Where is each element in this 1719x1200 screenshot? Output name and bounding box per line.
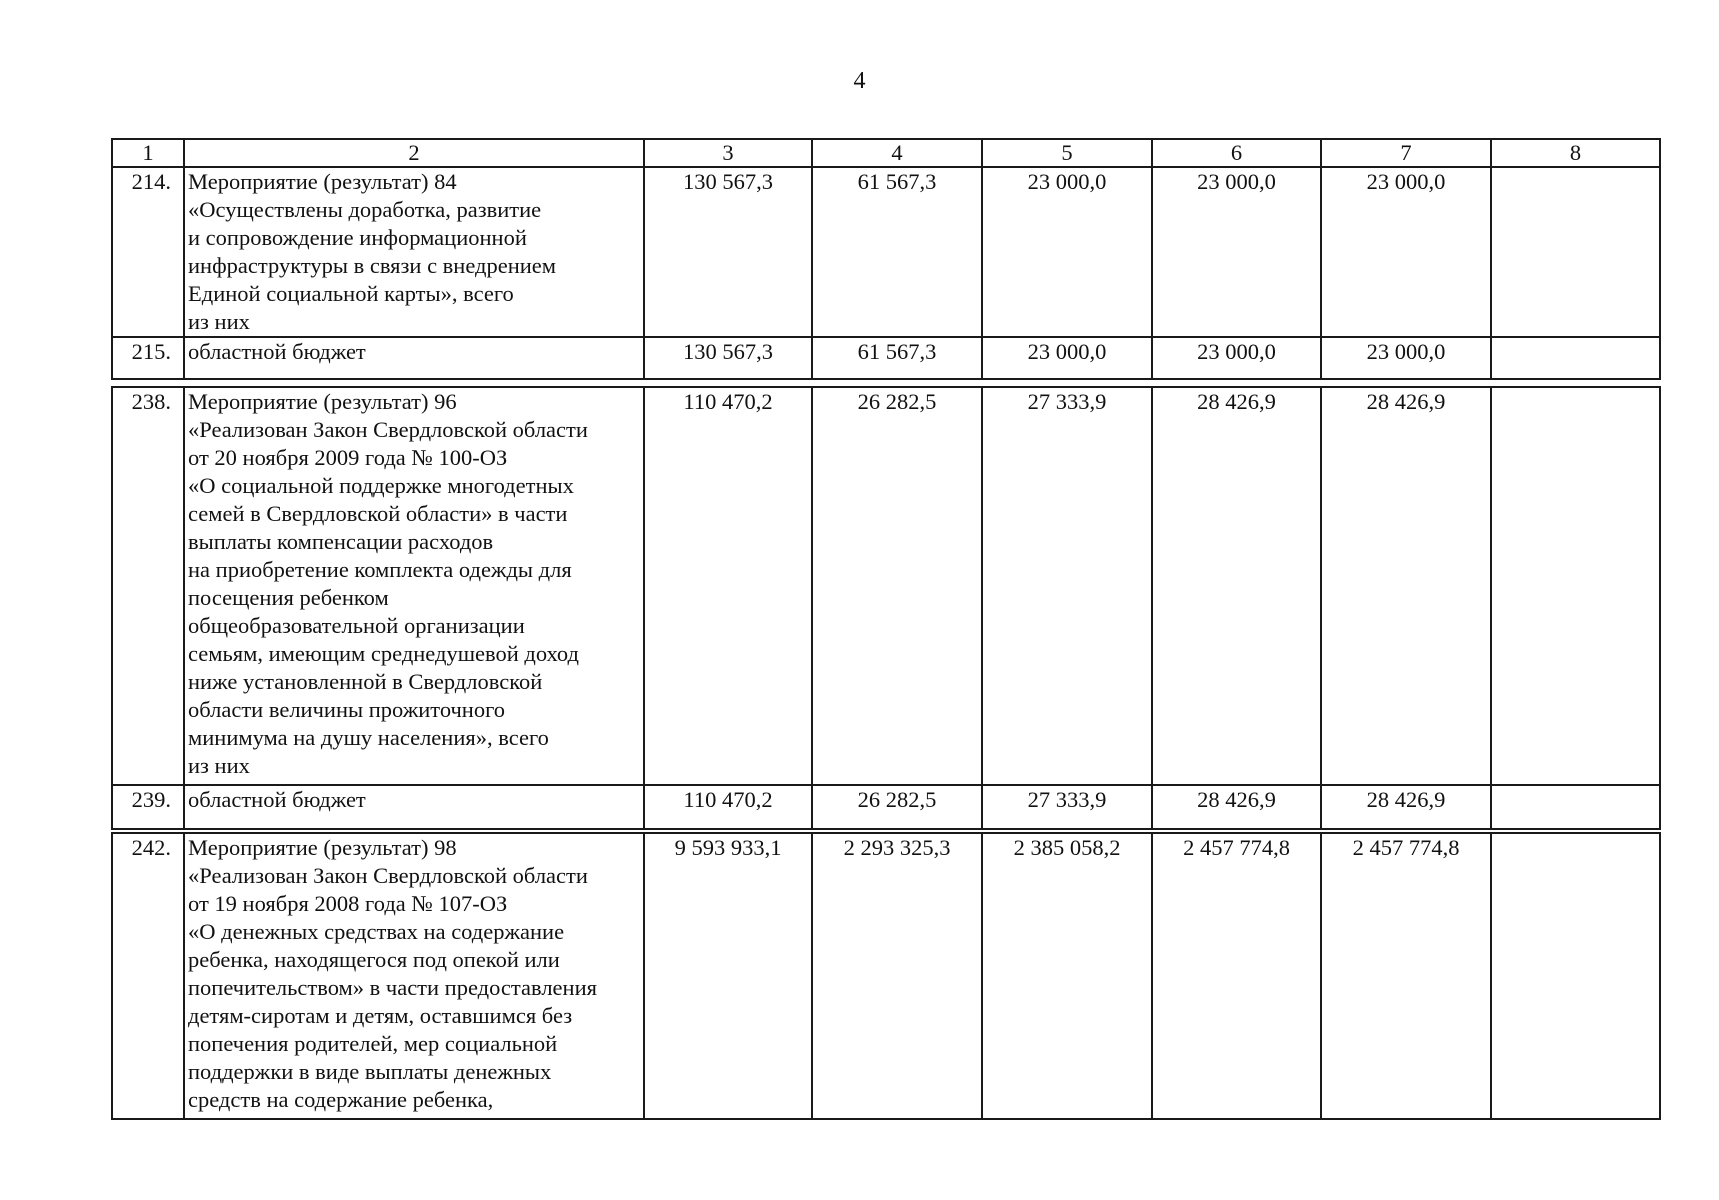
value-cell: 28 426,9	[1152, 785, 1321, 829]
header-cell: 8	[1491, 139, 1660, 167]
budget-table-block-2	[111, 386, 1661, 830]
value-cell: 23 000,0	[982, 167, 1152, 337]
value-cell: 27 333,9	[982, 387, 1152, 785]
table-row	[112, 785, 1660, 829]
value-cell: 28 426,9	[1321, 387, 1491, 785]
value-cell: 110 470,2	[644, 387, 812, 785]
budget-table-block-1	[111, 138, 1661, 380]
header-cell: 7	[1321, 139, 1491, 167]
value-cell	[1491, 167, 1660, 337]
value-cell: 23 000,0	[1152, 167, 1321, 337]
page-number: 4	[853, 68, 866, 94]
row-name: Мероприятие (результат) 96 «Реализован Закон Свердловской области от 20 ноября 2009 года № 100-ОЗ «О социальной поддержке многодетных семей в Свердловской области» в части выплаты компенсации расходов на приобретение комплекта одежды для посещения ребенком общеобразовательной организации семьям, имеющим среднедушевой доход ниже установленной в Свердловской области величины прожиточного минимума на душу населения», всего из них	[184, 387, 644, 785]
value-cell: 23 000,0	[982, 337, 1152, 379]
header-cell: 6	[1152, 139, 1321, 167]
value-cell: 28 426,9	[1321, 785, 1491, 829]
value-cell: 61 567,3	[812, 167, 982, 337]
value-cell: 2 457 774,8	[1152, 833, 1321, 1119]
row-name: областной бюджет	[184, 785, 644, 829]
row-number: 239.	[112, 785, 184, 829]
value-cell: 28 426,9	[1152, 387, 1321, 785]
row-name: Мероприятие (результат) 98 «Реализован Закон Свердловской области от 19 ноября 2008 года № 107-ОЗ «О денежных средствах на содержание ребенка, находящегося под опекой или попечительством» в части предоставления детям-сиротам и детям, оставшимся без попечения родителей, мер социальной поддержки в виде выплаты денежных средств на содержание ребенка,	[184, 833, 644, 1119]
row-number: 242.	[112, 833, 184, 1119]
value-cell: 2 293 325,3	[812, 833, 982, 1119]
value-cell: 110 470,2	[644, 785, 812, 829]
row-name: областной бюджет	[184, 337, 644, 379]
header-cell: 3	[644, 139, 812, 167]
value-cell: 26 282,5	[812, 387, 982, 785]
value-cell: 23 000,0	[1152, 337, 1321, 379]
header-cell: 2	[184, 139, 644, 167]
value-cell: 23 000,0	[1321, 167, 1491, 337]
row-number: 214.	[112, 167, 184, 337]
value-cell: 23 000,0	[1321, 337, 1491, 379]
table-row	[112, 387, 1660, 785]
header-cell: 4	[812, 139, 982, 167]
value-cell: 2 385 058,2	[982, 833, 1152, 1119]
value-cell	[1491, 337, 1660, 379]
value-cell: 9 593 933,1	[644, 833, 812, 1119]
value-cell	[1491, 387, 1660, 785]
row-name: Мероприятие (результат) 84 «Осуществлены доработка, развитие и сопровождение информационной инфраструктуры в связи с внедрением Единой социальной карты», всего из них	[184, 167, 644, 337]
value-cell: 130 567,3	[644, 337, 812, 379]
table-row	[112, 167, 1660, 337]
value-cell: 61 567,3	[812, 337, 982, 379]
row-number: 215.	[112, 337, 184, 379]
value-cell	[1491, 833, 1660, 1119]
row-number: 238.	[112, 387, 184, 785]
table-row	[112, 833, 1660, 1119]
value-cell: 26 282,5	[812, 785, 982, 829]
value-cell	[1491, 785, 1660, 829]
header-cell: 5	[982, 139, 1152, 167]
header-cell: 1	[112, 139, 184, 167]
table-row	[112, 337, 1660, 379]
value-cell: 130 567,3	[644, 167, 812, 337]
table-header-row	[112, 139, 1660, 167]
budget-table-block-3	[111, 832, 1661, 1120]
value-cell: 27 333,9	[982, 785, 1152, 829]
value-cell: 2 457 774,8	[1321, 833, 1491, 1119]
